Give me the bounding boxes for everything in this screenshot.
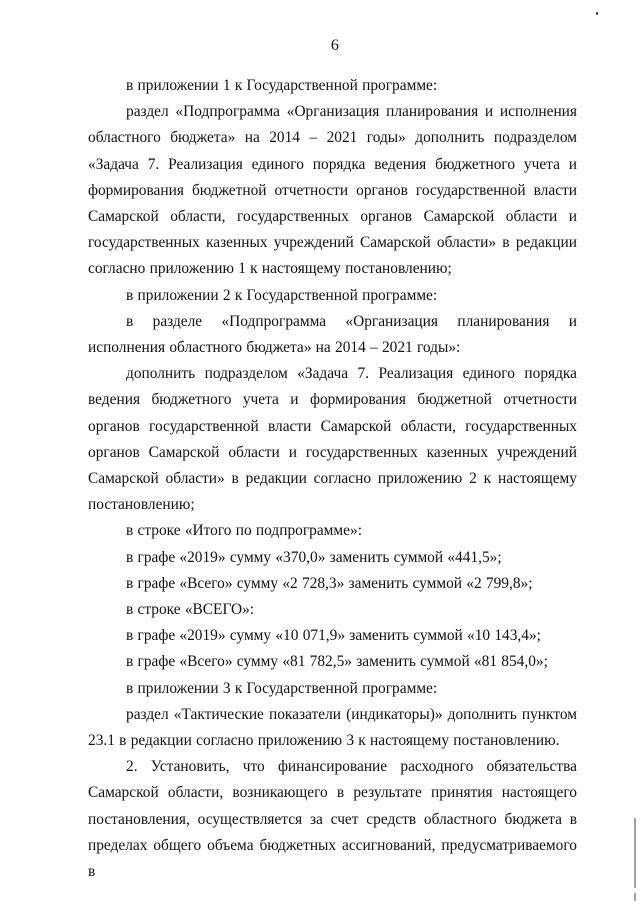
page-number: 6 [330, 37, 340, 54]
paragraph-row-grand-total: в строке «ВСЕГО»: [126, 601, 255, 619]
scan-edge-mark [634, 818, 636, 888]
paragraph-appendix-3-intro: в приложении 3 к Государственной программе: [126, 679, 438, 697]
paragraph-column-2019-grand-total: в графе «2019» сумму «10 071,9» заменить суммой «10 143,4»; [126, 627, 541, 645]
paragraph-appendix-1-intro: в приложении 1 к Государственной программе: [126, 77, 438, 94]
paragraph-column-total-grand-total: в графе «Всего» сумму «81 782,5» заменить суммой «81 854,0»; [126, 653, 548, 671]
paragraph-tactical-indicators: раздел «Тактические показатели (индикаторы)» дополнить пунктом 23.1 в редакции согласно приложению 3 к настоящему постановлению. [88, 705, 577, 750]
paragraph-section-task-7-appendix-1: раздел «Подпрограмма «Организация планирования и исполнения областного бюджета» на 2014 – 2021 годы» дополнить подразделом «Задача 7. Реализация единого порядка ведения бюджетного учета и формирования бюджетной отчетности органов государственной власти Самарской области, государственных органов Самарской области и государственных казенных учреждений Самарской области» в редакции согласно приложению 1 к настоящему постановлению; [88, 103, 577, 278]
paragraph-row-subtotal: в строке «Итого по подпрограмме»: [126, 522, 362, 540]
paragraph-column-2019-subtotal: в графе «2019» сумму «370,0» заменить суммой «441,5»; [126, 548, 502, 566]
document-body [88, 73, 577, 885]
scan-speck [596, 12, 598, 15]
paragraph-column-total-subtotal: в графе «Всего» сумму «2 728,3» заменить суммой «2 799,8»; [126, 574, 533, 592]
paragraph-appendix-2-intro: в приложении 2 к Государственной программе: [126, 286, 438, 304]
paragraph-item-2-financing: 2. Установить, что финансирование расходного обязательства Самарской области, возникающего в результате принятия настоящего постановления, осуществляется за счет средств областного бюджета в пределах общего объема бюджетных ассигнований, предусматриваемого в [88, 758, 577, 881]
paragraph-section-subprogram: в разделе «Подпрограмма «Организация планирования и исполнения областного бюджета» на 2014 – 2021 годы»: [88, 312, 577, 357]
paragraph-add-task-7-appendix-2: дополнить подразделом «Задача 7. Реализация единого порядка ведения бюджетного учета и формирования бюджетной отчетности органов государственной власти Самарской области, государственных органов Самарской области и государственных казенных учреждений Самарской области» в редакции согласно приложению 2 к настоящему постановлению; [88, 365, 577, 514]
scan-edge-mark-lower [634, 893, 636, 901]
